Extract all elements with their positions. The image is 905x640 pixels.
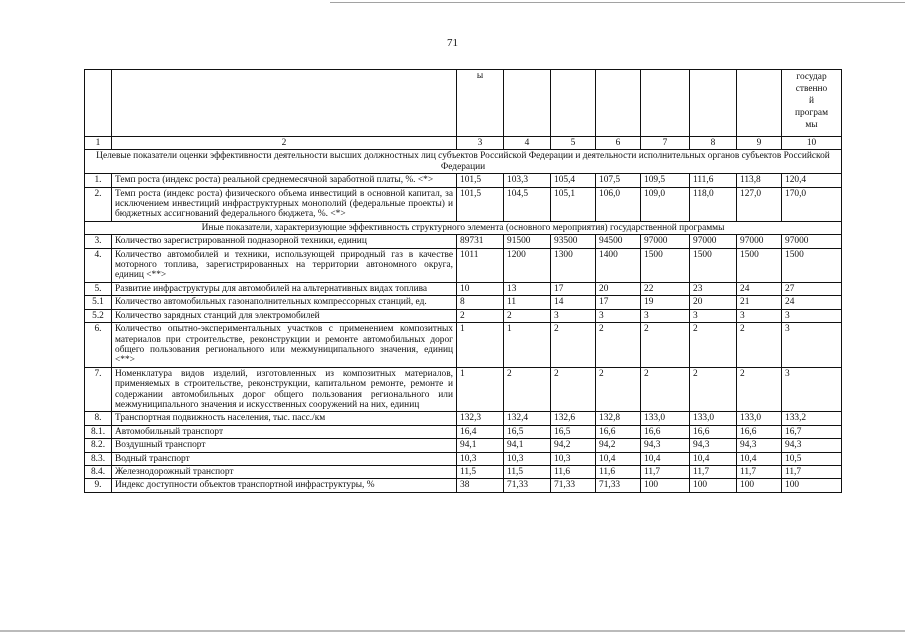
value-cell: 106,0 (596, 187, 641, 221)
value-cell: 11,7 (737, 465, 782, 478)
value-cell: 100 (690, 479, 737, 492)
value-cell: 127,0 (737, 187, 782, 221)
row-number: 5.2 (85, 309, 112, 322)
value-cell: 1500 (737, 248, 782, 282)
table-body (85, 70, 842, 493)
value-cell: 97000 (782, 235, 842, 248)
row-description: Темп роста (индекс роста) физического объема инвестиций в основной капитал, за исключением инвестиций инфраструктурных монополий (федеральные проекты) и бюджетных ассигнований федерального бюджета, %. <*> (112, 187, 457, 221)
section-title-main: Целевые показатели оценки эффективности деятельности высших должностных лиц субъектов Российской Федерации и деятельности исполнительных органов субъектов Российской Федерации (85, 150, 842, 174)
row-number: 2. (85, 187, 112, 221)
row-number: 9. (85, 479, 112, 492)
value-cell: 16,6 (737, 425, 782, 438)
value-cell: 2 (551, 323, 596, 368)
value-cell: 104,5 (504, 187, 551, 221)
value-cell: 1011 (457, 248, 504, 282)
value-cell: 71,33 (551, 479, 596, 492)
value-cell: 24 (782, 296, 842, 309)
table-row (85, 248, 842, 282)
value-cell: 2 (551, 367, 596, 412)
value-cell: 19 (641, 296, 690, 309)
row-description: Водный транспорт (112, 452, 457, 465)
header-line: ственно (795, 84, 828, 94)
value-cell: 101,5 (457, 174, 504, 187)
value-cell: 1 (504, 323, 551, 368)
row-number: 1. (85, 174, 112, 187)
value-cell: 132,6 (551, 412, 596, 425)
value-cell: 2 (596, 323, 641, 368)
value-cell: 24 (737, 282, 782, 295)
header-cell-col10 (782, 70, 842, 137)
value-cell: 133,0 (690, 412, 737, 425)
value-cell: 71,33 (596, 479, 641, 492)
value-cell: 2 (641, 323, 690, 368)
value-cell: 11,5 (457, 465, 504, 478)
table-row (85, 479, 842, 492)
value-cell: 132,8 (596, 412, 641, 425)
row-number: 8. (85, 412, 112, 425)
value-cell: 94500 (596, 235, 641, 248)
value-cell: 16,5 (504, 425, 551, 438)
value-cell: 2 (690, 323, 737, 368)
table-row (85, 465, 842, 478)
header-cell (85, 70, 112, 137)
value-cell: 16,6 (641, 425, 690, 438)
column-index: 9 (737, 137, 782, 150)
column-index: 1 (85, 137, 112, 150)
value-cell: 101,5 (457, 187, 504, 221)
value-cell: 10 (457, 282, 504, 295)
value-cell: 94,3 (690, 439, 737, 452)
column-index: 3 (457, 137, 504, 150)
row-description: Количество зарегистрированной подназорной техники, единиц (112, 235, 457, 248)
value-cell: 1 (457, 323, 504, 368)
value-cell: 21 (737, 296, 782, 309)
value-cell: 1400 (596, 248, 641, 282)
row-description: Количество автомобильных газонаполнительных компрессорных станций, ед. (112, 296, 457, 309)
row-number: 8.2. (85, 439, 112, 452)
column-index: 5 (551, 137, 596, 150)
row-number: 8.1. (85, 425, 112, 438)
table-row (85, 282, 842, 295)
value-cell: 103,3 (504, 174, 551, 187)
value-cell: 1500 (782, 248, 842, 282)
value-cell: 16,7 (782, 425, 842, 438)
value-cell: 93500 (551, 235, 596, 248)
value-cell: 100 (737, 479, 782, 492)
row-description: Транспортная подвижность населения, тыс. пасс./км (112, 412, 457, 425)
value-cell: 11 (504, 296, 551, 309)
value-cell: 11,7 (641, 465, 690, 478)
value-cell: 16,6 (690, 425, 737, 438)
value-cell: 10,3 (504, 452, 551, 465)
value-cell: 3 (782, 367, 842, 412)
value-cell: 97000 (690, 235, 737, 248)
value-cell: 133,0 (737, 412, 782, 425)
value-cell: 3 (596, 309, 641, 322)
value-cell: 94,3 (737, 439, 782, 452)
header-cell (641, 70, 690, 137)
value-cell: 132,3 (457, 412, 504, 425)
table-row (85, 425, 842, 438)
row-number: 5. (85, 282, 112, 295)
value-cell: 22 (641, 282, 690, 295)
value-cell: 1500 (641, 248, 690, 282)
header-line: государ (796, 72, 827, 82)
table-row (85, 367, 842, 412)
value-cell: 17 (551, 282, 596, 295)
value-cell: 111,6 (690, 174, 737, 187)
header-cell (690, 70, 737, 137)
value-cell: 11,5 (504, 465, 551, 478)
value-cell: 11,6 (551, 465, 596, 478)
value-cell: 16,5 (551, 425, 596, 438)
header-line: й (808, 96, 815, 106)
value-cell: 97000 (641, 235, 690, 248)
value-cell: 94,2 (551, 439, 596, 452)
value-cell: 3 (782, 323, 842, 368)
value-cell: 20 (596, 282, 641, 295)
value-cell: 10,3 (457, 452, 504, 465)
value-cell: 3 (737, 309, 782, 322)
value-cell: 10,4 (690, 452, 737, 465)
header-cell (112, 70, 457, 137)
value-cell: 113,8 (737, 174, 782, 187)
column-index: 2 (112, 137, 457, 150)
row-number: 5.1 (85, 296, 112, 309)
value-cell: 10,4 (641, 452, 690, 465)
value-cell: 105,1 (551, 187, 596, 221)
value-cell: 10,3 (551, 452, 596, 465)
value-cell: 2 (641, 367, 690, 412)
value-cell: 107,5 (596, 174, 641, 187)
value-cell: 3 (551, 309, 596, 322)
value-cell: 10,5 (782, 452, 842, 465)
value-cell: 100 (782, 479, 842, 492)
value-cell: 23 (690, 282, 737, 295)
value-cell: 11,7 (690, 465, 737, 478)
column-index: 10 (782, 137, 842, 150)
value-cell: 20 (690, 296, 737, 309)
table-row (85, 174, 842, 187)
indicators-table (84, 69, 842, 493)
value-cell: 11,6 (596, 465, 641, 478)
row-description: Развитие инфраструктуры для автомобилей на альтернативных видах топлива (112, 282, 457, 295)
value-cell: 97000 (737, 235, 782, 248)
row-description: Индекс доступности объектов транспортной инфраструктуры, % (112, 479, 457, 492)
table-row (85, 187, 842, 221)
row-number: 4. (85, 248, 112, 282)
value-cell: 38 (457, 479, 504, 492)
value-cell: 170,0 (782, 187, 842, 221)
value-cell: 1500 (690, 248, 737, 282)
row-description: Количество опытно-экспериментальных участков с применением композитных материалов при строительстве, реконструкции и ремонте автомобильных дорог общего пользования регионального или межмуниципального значения, единиц <**> (112, 323, 457, 368)
column-index: 7 (641, 137, 690, 150)
value-cell: 1300 (551, 248, 596, 282)
value-cell: 3 (690, 309, 737, 322)
value-cell: 105,4 (551, 174, 596, 187)
table-row (85, 309, 842, 322)
value-cell: 120,4 (782, 174, 842, 187)
value-cell: 118,0 (690, 187, 737, 221)
value-cell: 94,1 (504, 439, 551, 452)
header-line: мы (805, 120, 818, 130)
value-cell: 10,4 (737, 452, 782, 465)
value-cell: 94,2 (596, 439, 641, 452)
row-number: 7. (85, 367, 112, 412)
column-index: 8 (690, 137, 737, 150)
row-number: 3. (85, 235, 112, 248)
row-description: Количество автомобилей и техники, использующей природный газ в качестве моторного топлива, зарегистрированных на территории автономного округа, единиц <**> (112, 248, 457, 282)
value-cell: 1200 (504, 248, 551, 282)
row-description: Воздушный транспорт (112, 439, 457, 452)
row-number: 8.4. (85, 465, 112, 478)
table-row (85, 296, 842, 309)
table-row (85, 412, 842, 425)
table-row (85, 452, 842, 465)
value-cell: 133,2 (782, 412, 842, 425)
section-row-other (85, 221, 842, 234)
header-cell (737, 70, 782, 137)
scan-edge-top (330, 2, 905, 3)
header-row (85, 70, 842, 137)
value-cell: 2 (504, 367, 551, 412)
value-cell: 132,4 (504, 412, 551, 425)
value-cell: 71,33 (504, 479, 551, 492)
value-cell: 1 (457, 367, 504, 412)
header-cell (596, 70, 641, 137)
value-cell: 2 (690, 367, 737, 412)
row-description: Железнодорожный транспорт (112, 465, 457, 478)
row-number: 6. (85, 323, 112, 368)
table-row (85, 235, 842, 248)
section-title-other: Иные показатели, характеризующие эффективность структурного элемента (основного мероприятия) государственной программы (85, 221, 842, 234)
row-description: Автомобильный транспорт (112, 425, 457, 438)
section-row-main (85, 150, 842, 174)
row-number: 8.3. (85, 452, 112, 465)
table-row (85, 439, 842, 452)
value-cell: 2 (457, 309, 504, 322)
value-cell: 10,4 (596, 452, 641, 465)
value-cell: 94,3 (641, 439, 690, 452)
value-cell: 109,0 (641, 187, 690, 221)
value-cell: 2 (737, 367, 782, 412)
header-cell-col3: ы (457, 70, 504, 137)
column-index: 4 (504, 137, 551, 150)
table-row (85, 323, 842, 368)
value-cell: 2 (737, 323, 782, 368)
value-cell: 133,0 (641, 412, 690, 425)
value-cell: 109,5 (641, 174, 690, 187)
row-description: Номенклатура видов изделий, изготовленных из композитных материалов, применяемых в строительстве, реконструкции, капитальном ремонте, ремонте и содержании автомобильных дорог общего пользования регионального или межмуниципального значения и искусственных сооружений на них, единиц (112, 367, 457, 412)
value-cell: 2 (504, 309, 551, 322)
value-cell: 11,7 (782, 465, 842, 478)
value-cell: 8 (457, 296, 504, 309)
value-cell: 94,1 (457, 439, 504, 452)
scan-edge-bottom (0, 630, 905, 632)
page-number: 71 (447, 37, 458, 49)
header-line: програм (794, 108, 829, 118)
value-cell: 94,3 (782, 439, 842, 452)
value-cell: 89731 (457, 235, 504, 248)
row-description: Темп роста (индекс роста) реальной среднемесячной заработной платы, %. <*> (112, 174, 457, 187)
value-cell: 3 (641, 309, 690, 322)
value-cell: 13 (504, 282, 551, 295)
value-cell: 16,4 (457, 425, 504, 438)
value-cell: 16,6 (596, 425, 641, 438)
value-cell: 17 (596, 296, 641, 309)
column-index: 6 (596, 137, 641, 150)
value-cell: 91500 (504, 235, 551, 248)
value-cell: 27 (782, 282, 842, 295)
column-index-row (85, 137, 842, 150)
value-cell: 3 (782, 309, 842, 322)
header-cell (504, 70, 551, 137)
row-description: Количество зарядных станций для электромобилей (112, 309, 457, 322)
value-cell: 2 (596, 367, 641, 412)
value-cell: 14 (551, 296, 596, 309)
header-cell (551, 70, 596, 137)
value-cell: 100 (641, 479, 690, 492)
